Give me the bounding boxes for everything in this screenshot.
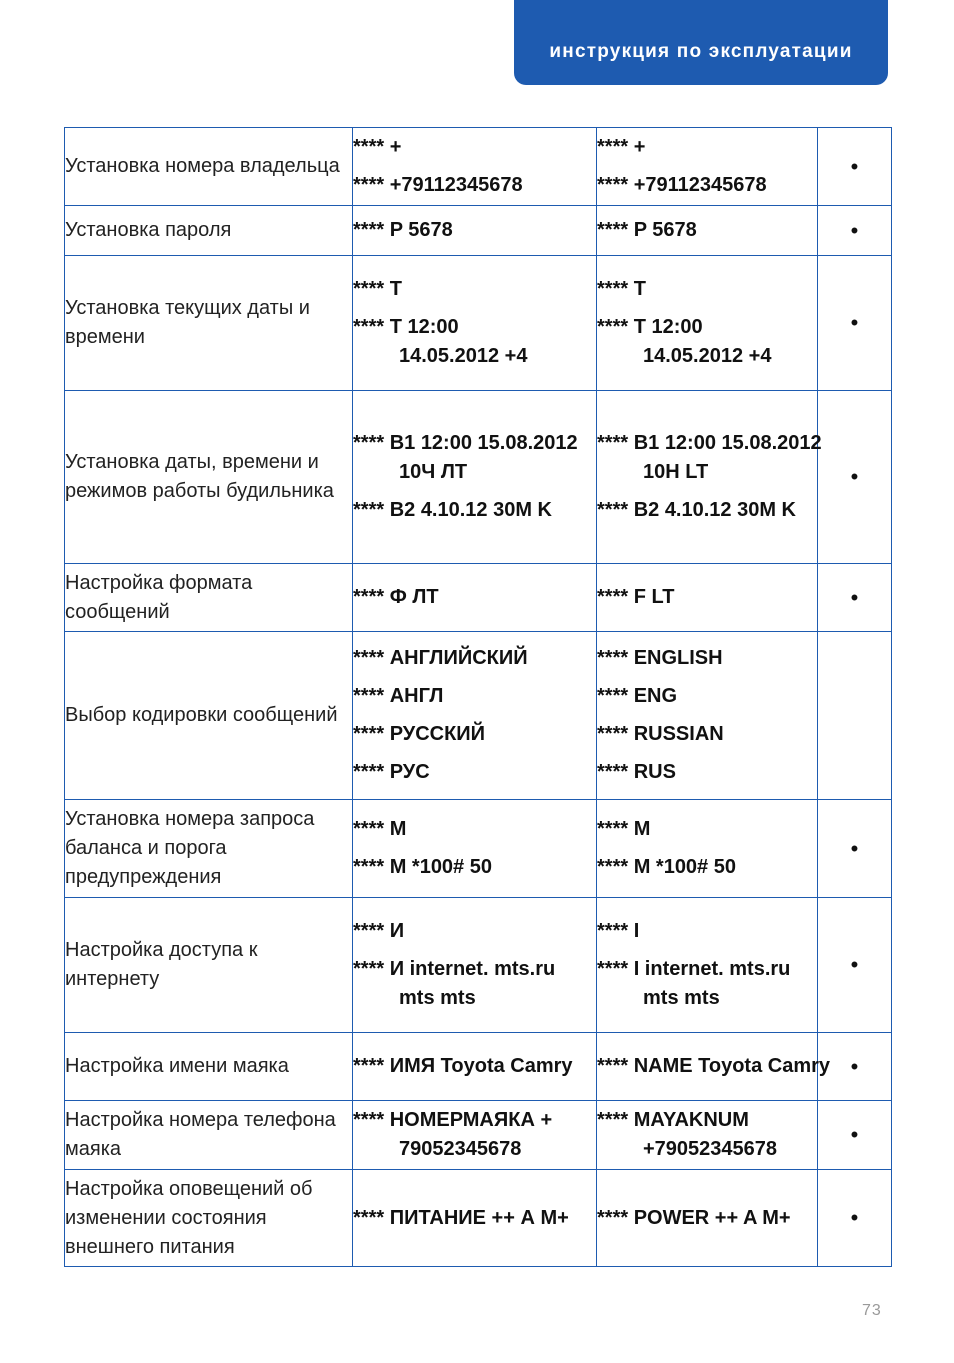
- row-label: Установка номера владельца: [65, 128, 353, 206]
- cmd-line: **** АНГЛ: [353, 685, 444, 707]
- cmd-line: **** +79112345678: [597, 174, 767, 196]
- cmd-en: [597, 391, 822, 564]
- support-mark: •: [818, 391, 892, 564]
- table-row: [65, 800, 892, 898]
- cmd-ru: [353, 564, 597, 632]
- cmd-ru: [353, 128, 597, 206]
- cmd-en: [597, 1101, 818, 1170]
- cmd-line: **** T 12:00 14.05.2012 +4: [597, 316, 772, 367]
- cmd-line: **** T 12:00 14.05.2012 +4: [353, 316, 528, 367]
- cmd-ru: [353, 1101, 597, 1170]
- cmd-line: **** ENGLISH: [597, 647, 723, 669]
- support-mark: •: [818, 206, 892, 256]
- cmd-line: **** M *100# 50: [353, 856, 492, 878]
- cmd-line: **** M *100# 50: [597, 856, 736, 878]
- cmd-en: [597, 898, 818, 1033]
- cmd-line: **** B1 12:00 15.08.2012 10H LT: [597, 432, 822, 483]
- cmd-ru: [353, 391, 597, 564]
- cmd-line: **** Ф ЛТ: [353, 586, 439, 608]
- cmd-line: **** ИМЯ Toyota Camry: [353, 1055, 573, 1077]
- table-row: [65, 256, 892, 391]
- row-label: Настройка имени маяка: [65, 1033, 353, 1101]
- support-mark: •: [818, 128, 892, 206]
- cmd-line: **** РУС: [353, 761, 430, 783]
- row-label: Установка текущих даты и времени: [65, 256, 353, 391]
- row-label: Установка даты, времени и режимов работы будильника: [65, 391, 353, 564]
- cmd-en: [597, 800, 818, 898]
- table-row: [65, 128, 892, 206]
- cmd-line: **** RUS: [597, 761, 676, 783]
- table-row: [65, 206, 892, 256]
- cmd-line: **** MAYAKNUM +79052345678: [597, 1109, 778, 1160]
- row-label: Настройка доступа к интернету: [65, 898, 353, 1033]
- cmd-en: [597, 206, 818, 256]
- cmd-line: **** NAME Toyota Camry: [597, 1055, 831, 1077]
- support-mark: •: [818, 800, 892, 898]
- table-row: [65, 1170, 892, 1267]
- cmd-line: **** +: [353, 136, 402, 158]
- cmd-ru: [353, 898, 597, 1033]
- table-row: [65, 1033, 892, 1101]
- support-mark: •: [818, 564, 892, 632]
- command-table: [64, 127, 892, 1267]
- cmd-line: **** ПИТАНИЕ ++ А M+: [353, 1206, 569, 1229]
- header-title: инструкция по эксплуатации: [549, 40, 853, 62]
- cmd-line: **** +: [597, 136, 646, 158]
- cmd-line: **** T: [353, 278, 402, 300]
- cmd-line: **** POWER ++ A M+: [597, 1206, 791, 1229]
- support-mark: •: [818, 1170, 892, 1267]
- cmd-ru: [353, 632, 597, 800]
- support-mark: •: [818, 898, 892, 1033]
- cmd-line: **** +79112345678: [353, 174, 523, 196]
- cmd-line: **** F LT: [597, 586, 675, 608]
- header-tab: [514, 0, 888, 85]
- page-number: 73: [862, 1302, 882, 1319]
- row-label: Настройка оповещений об изменении состояния внешнего питания: [65, 1170, 353, 1267]
- table-row: [65, 564, 892, 632]
- cmd-en: [597, 128, 818, 206]
- row-label: Настройка формата сообщений: [65, 564, 353, 632]
- cmd-line: **** RUSSIAN: [597, 723, 724, 745]
- cmd-line: **** P 5678: [597, 219, 697, 241]
- table-row: [65, 898, 892, 1033]
- cmd-en: [597, 256, 818, 391]
- cmd-line: **** T: [597, 278, 646, 300]
- cmd-line: **** ENG: [597, 685, 678, 707]
- cmd-ru: [353, 1170, 597, 1267]
- cmd-ru: [353, 256, 597, 391]
- table-row: [65, 391, 892, 564]
- cmd-ru: [353, 206, 597, 256]
- cmd-line: **** I internet. mts.ru mts mts: [597, 958, 791, 1009]
- cmd-line: **** M: [597, 818, 651, 840]
- support-mark: [818, 632, 892, 800]
- cmd-line: **** B2 4.10.12 30M K: [597, 499, 797, 521]
- cmd-en: [597, 564, 818, 632]
- cmd-line: **** НОМЕРМАЯКА + 79052345678: [353, 1109, 553, 1160]
- cmd-line: **** I: [597, 920, 640, 942]
- cmd-line: **** M: [353, 818, 407, 840]
- cmd-en: [597, 632, 818, 800]
- cmd-line: **** АНГЛИЙСКИЙ: [353, 647, 528, 669]
- row-label: Установка пароля: [65, 206, 353, 256]
- cmd-ru: [353, 800, 597, 898]
- row-label: Выбор кодировки сообщений: [65, 632, 353, 800]
- cmd-line: **** B1 12:00 15.08.2012 10Ч ЛТ: [353, 432, 578, 483]
- table-row: [65, 1101, 892, 1170]
- cmd-en: [597, 1170, 818, 1267]
- cmd-en: [597, 1033, 831, 1101]
- support-mark: •: [818, 1101, 892, 1170]
- cmd-line: **** P 5678: [353, 219, 453, 241]
- cmd-ru: [353, 1033, 597, 1101]
- table-row: [65, 632, 892, 800]
- cmd-line: **** B2 4.10.12 30M K: [353, 499, 553, 521]
- support-mark: •: [818, 1033, 892, 1101]
- cmd-line: **** И internet. mts.ru mts mts: [353, 958, 556, 1009]
- support-mark: •: [818, 256, 892, 391]
- row-label: Настройка номера телефона маяка: [65, 1101, 353, 1170]
- cmd-line: **** И: [353, 920, 405, 942]
- cmd-line: **** РУССКИЙ: [353, 723, 486, 745]
- row-label: Установка номера запроса баланса и порога предупреждения: [65, 800, 353, 898]
